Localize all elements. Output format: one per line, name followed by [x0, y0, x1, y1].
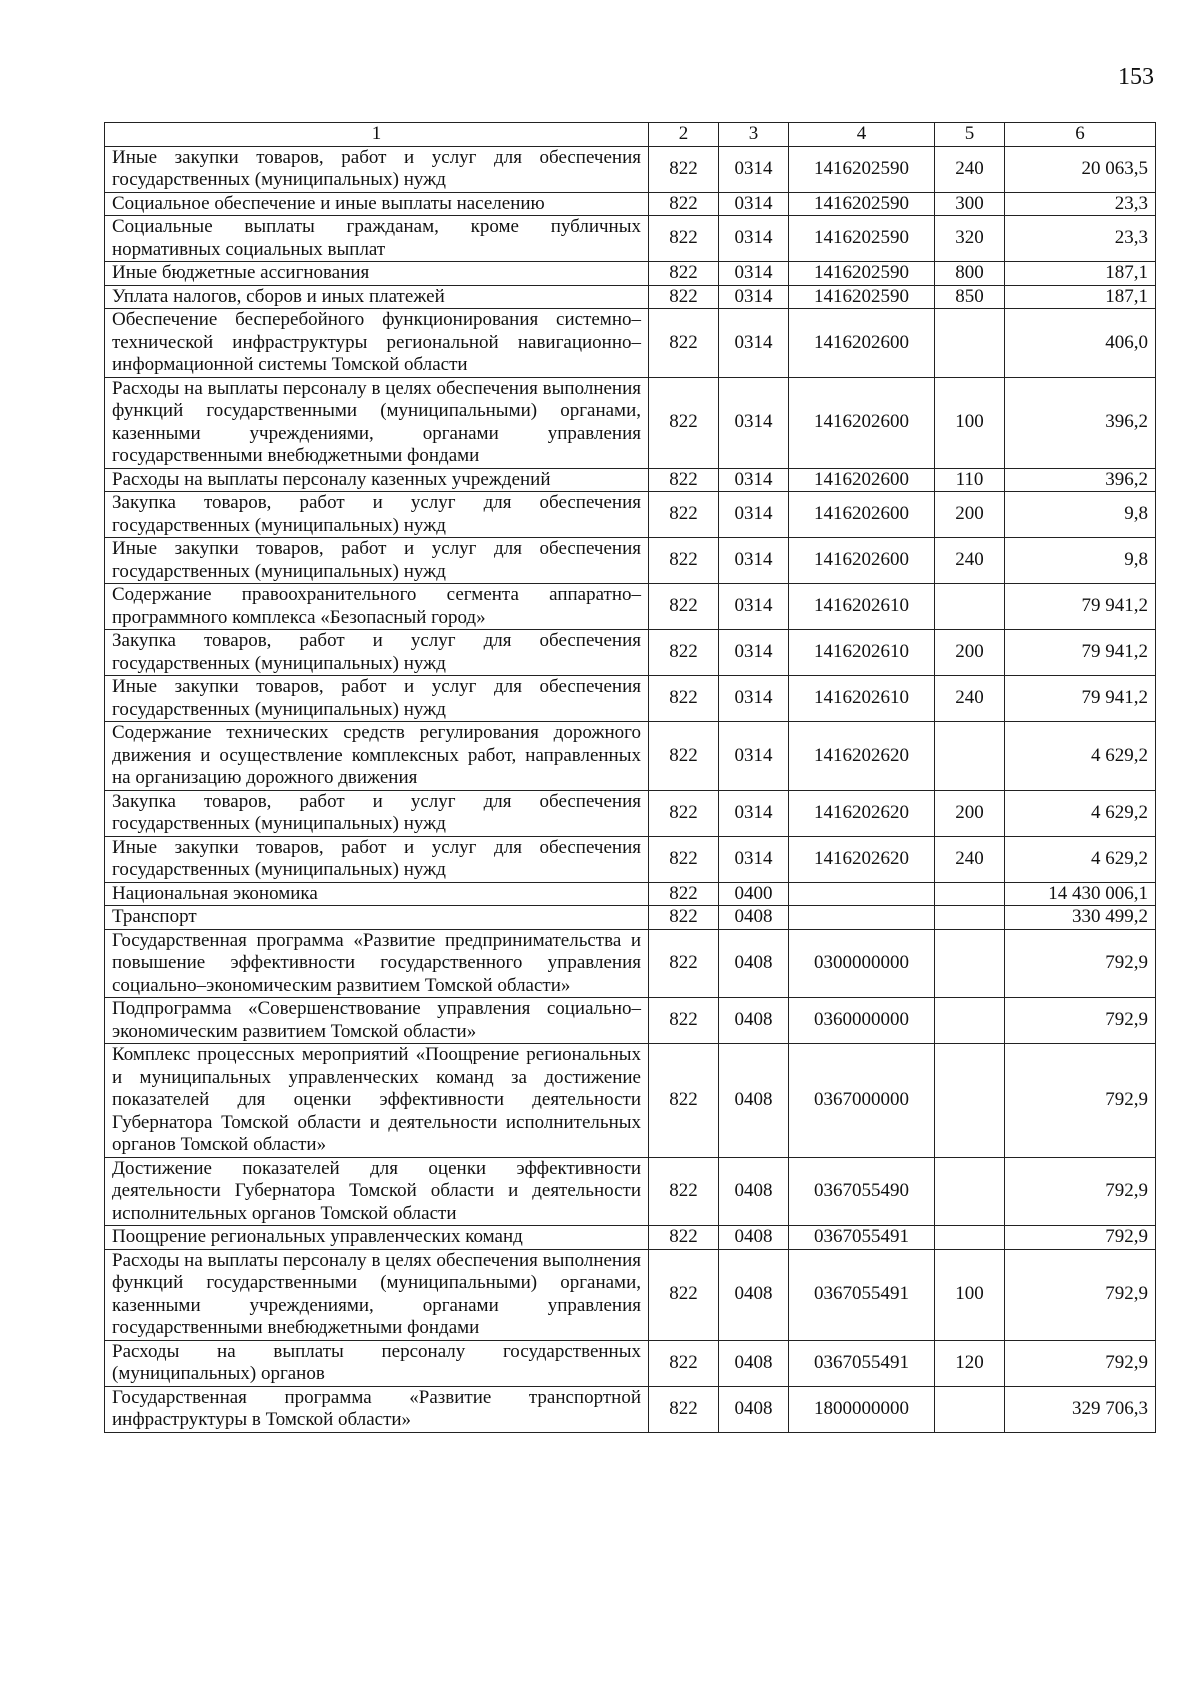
expense-kind-code-cell: 240 [935, 676, 1005, 722]
table-row [105, 676, 1156, 722]
table-row [105, 538, 1156, 584]
column-header-6: 6 [1005, 123, 1156, 147]
ministry-code-cell: 822 [649, 929, 719, 998]
amount-cell: 79 941,2 [1005, 584, 1156, 630]
ministry-code-cell: 822 [649, 836, 719, 882]
expense-kind-code-cell: 110 [935, 468, 1005, 492]
target-article-code-cell: 1800000000 [789, 1386, 935, 1432]
amount-cell: 79 941,2 [1005, 676, 1156, 722]
ministry-code-cell: 822 [649, 146, 719, 192]
item-name-cell: Обеспечение бесперебойного функционирования системно–технической инфраструктуры региональной навигационно–информационной системы Томской области [105, 309, 649, 378]
expense-kind-code-cell [935, 309, 1005, 378]
section-code-cell: 0408 [719, 1386, 789, 1432]
item-name-cell: Достижение показателей для оценки эффективности деятельности Губернатора Томской области и деятельности исполнительных органов Томской области [105, 1157, 649, 1226]
item-name-cell: Поощрение региональных управленческих команд [105, 1226, 649, 1250]
table-row [105, 309, 1156, 378]
item-name-cell: Содержание технических средств регулирования дорожного движения и осуществление комплексных работ, направленных на организацию дорожного движения [105, 722, 649, 791]
amount-cell: 792,9 [1005, 998, 1156, 1044]
section-code-cell: 0314 [719, 836, 789, 882]
expense-kind-code-cell [935, 722, 1005, 791]
target-article-code-cell: 1416202590 [789, 216, 935, 262]
amount-cell: 330 499,2 [1005, 906, 1156, 930]
amount-cell: 4 629,2 [1005, 836, 1156, 882]
amount-cell: 396,2 [1005, 377, 1156, 468]
expense-kind-code-cell: 320 [935, 216, 1005, 262]
page-number: 153 [1118, 64, 1154, 90]
ministry-code-cell: 822 [649, 882, 719, 906]
section-code-cell: 0314 [719, 722, 789, 791]
item-name-cell: Расходы на выплаты персоналу в целях обеспечения выполнения функций государственными (муниципальными) органами, казенными учреждениями, органами управления государственными внебюджетными фондами [105, 1249, 649, 1340]
item-name-cell: Транспорт [105, 906, 649, 930]
item-name-cell: Социальное обеспечение и иные выплаты населению [105, 192, 649, 216]
expense-kind-code-cell: 240 [935, 538, 1005, 584]
section-code-cell: 0408 [719, 1226, 789, 1250]
section-code-cell: 0314 [719, 790, 789, 836]
ministry-code-cell: 822 [649, 192, 719, 216]
target-article-code-cell: 1416202590 [789, 285, 935, 309]
target-article-code-cell: 0367055491 [789, 1340, 935, 1386]
table-row [105, 790, 1156, 836]
ministry-code-cell: 822 [649, 722, 719, 791]
section-code-cell: 0408 [719, 1340, 789, 1386]
amount-cell: 396,2 [1005, 468, 1156, 492]
target-article-code-cell: 1416202610 [789, 676, 935, 722]
amount-cell: 792,9 [1005, 1044, 1156, 1158]
amount-cell: 329 706,3 [1005, 1386, 1156, 1432]
ministry-code-cell: 822 [649, 377, 719, 468]
section-code-cell: 0314 [719, 285, 789, 309]
amount-cell: 9,8 [1005, 538, 1156, 584]
column-header-3: 3 [719, 123, 789, 147]
budget-table [104, 122, 1156, 1433]
target-article-code-cell: 1416202600 [789, 492, 935, 538]
item-name-cell: Иные закупки товаров, работ и услуг для обеспечения государственных (муниципальных) нужд [105, 538, 649, 584]
table-row [105, 722, 1156, 791]
table-row [105, 146, 1156, 192]
amount-cell: 792,9 [1005, 1340, 1156, 1386]
ministry-code-cell: 822 [649, 906, 719, 930]
amount-cell: 187,1 [1005, 285, 1156, 309]
ministry-code-cell: 822 [649, 998, 719, 1044]
item-name-cell: Социальные выплаты гражданам, кроме публичных нормативных социальных выплат [105, 216, 649, 262]
item-name-cell: Комплекс процессных мероприятий «Поощрение региональных и муниципальных управленческих команд за достижение показателей для оценки эффективности деятельности Губернатора Томской области и деятельности исполнительных органов Томской области» [105, 1044, 649, 1158]
table-row [105, 998, 1156, 1044]
item-name-cell: Иные закупки товаров, работ и услуг для обеспечения государственных (муниципальных) нужд [105, 676, 649, 722]
column-header-1: 1 [105, 123, 649, 147]
table-header [105, 123, 1156, 147]
table-row [105, 1157, 1156, 1226]
section-code-cell: 0408 [719, 998, 789, 1044]
target-article-code-cell: 1416202600 [789, 309, 935, 378]
column-header-2: 2 [649, 123, 719, 147]
item-name-cell: Расходы на выплаты персоналу в целях обеспечения выполнения функций государственными (муниципальными) органами, казенными учреждениями, органами управления государственными внебюджетными фондами [105, 377, 649, 468]
expense-kind-code-cell: 120 [935, 1340, 1005, 1386]
expense-kind-code-cell [935, 929, 1005, 998]
section-code-cell: 0314 [719, 146, 789, 192]
expense-kind-code-cell: 100 [935, 377, 1005, 468]
table-row [105, 584, 1156, 630]
section-code-cell: 0408 [719, 1157, 789, 1226]
ministry-code-cell: 822 [649, 468, 719, 492]
expense-kind-code-cell [935, 1386, 1005, 1432]
target-article-code-cell: 0367055491 [789, 1249, 935, 1340]
ministry-code-cell: 822 [649, 630, 719, 676]
section-code-cell: 0314 [719, 192, 789, 216]
section-code-cell: 0314 [719, 538, 789, 584]
amount-cell: 792,9 [1005, 1226, 1156, 1250]
target-article-code-cell: 1416202620 [789, 722, 935, 791]
table-row [105, 1249, 1156, 1340]
table-body [105, 146, 1156, 1432]
target-article-code-cell: 1416202600 [789, 538, 935, 584]
item-name-cell: Закупка товаров, работ и услуг для обеспечения государственных (муниципальных) нужд [105, 790, 649, 836]
table-row [105, 1226, 1156, 1250]
column-header-4: 4 [789, 123, 935, 147]
target-article-code-cell: 1416202600 [789, 377, 935, 468]
item-name-cell: Содержание правоохранительного сегмента аппаратно–программного комплекса «Безопасный город» [105, 584, 649, 630]
ministry-code-cell: 822 [649, 216, 719, 262]
section-code-cell: 0314 [719, 216, 789, 262]
column-header-5: 5 [935, 123, 1005, 147]
ministry-code-cell: 822 [649, 285, 719, 309]
table-row [105, 216, 1156, 262]
expense-kind-code-cell: 240 [935, 146, 1005, 192]
item-name-cell: Государственная программа «Развитие транспортной инфраструктуры в Томской области» [105, 1386, 649, 1432]
section-code-cell: 0408 [719, 1044, 789, 1158]
section-code-cell: 0314 [719, 676, 789, 722]
amount-cell: 79 941,2 [1005, 630, 1156, 676]
amount-cell: 20 063,5 [1005, 146, 1156, 192]
table-row [105, 1044, 1156, 1158]
section-code-cell: 0408 [719, 1249, 789, 1340]
target-article-code-cell: 0300000000 [789, 929, 935, 998]
target-article-code-cell: 0367055490 [789, 1157, 935, 1226]
amount-cell: 4 629,2 [1005, 722, 1156, 791]
table-row [105, 468, 1156, 492]
target-article-code-cell [789, 882, 935, 906]
target-article-code-cell: 1416202590 [789, 146, 935, 192]
target-article-code-cell [789, 906, 935, 930]
table-row [105, 1340, 1156, 1386]
expense-kind-code-cell [935, 1044, 1005, 1158]
table-row [105, 192, 1156, 216]
ministry-code-cell: 822 [649, 309, 719, 378]
ministry-code-cell: 822 [649, 538, 719, 584]
expense-kind-code-cell [935, 584, 1005, 630]
ministry-code-cell: 822 [649, 1044, 719, 1158]
item-name-cell: Закупка товаров, работ и услуг для обеспечения государственных (муниципальных) нужд [105, 630, 649, 676]
table-row [105, 377, 1156, 468]
amount-cell: 792,9 [1005, 929, 1156, 998]
header-row [105, 123, 1156, 147]
table-row [105, 906, 1156, 930]
item-name-cell: Государственная программа «Развитие предпринимательства и повышение эффективности государственного управления социально–экономическим развитием Томской области» [105, 929, 649, 998]
target-article-code-cell: 1416202590 [789, 262, 935, 286]
item-name-cell: Подпрограмма «Совершенствование управления социально–экономическим развитием Томской области» [105, 998, 649, 1044]
ministry-code-cell: 822 [649, 1386, 719, 1432]
item-name-cell: Расходы на выплаты персоналу государственных (муниципальных) органов [105, 1340, 649, 1386]
item-name-cell: Иные закупки товаров, работ и услуг для обеспечения государственных (муниципальных) нужд [105, 836, 649, 882]
ministry-code-cell: 822 [649, 262, 719, 286]
ministry-code-cell: 822 [649, 790, 719, 836]
expense-kind-code-cell: 800 [935, 262, 1005, 286]
expense-kind-code-cell: 240 [935, 836, 1005, 882]
expense-kind-code-cell: 200 [935, 790, 1005, 836]
item-name-cell: Иные бюджетные ассигнования [105, 262, 649, 286]
amount-cell: 23,3 [1005, 216, 1156, 262]
item-name-cell: Уплата налогов, сборов и иных платежей [105, 285, 649, 309]
table-row [105, 630, 1156, 676]
table-row [105, 882, 1156, 906]
target-article-code-cell: 1416202590 [789, 192, 935, 216]
expense-kind-code-cell: 100 [935, 1249, 1005, 1340]
expense-kind-code-cell [935, 882, 1005, 906]
expense-kind-code-cell [935, 998, 1005, 1044]
item-name-cell: Национальная экономика [105, 882, 649, 906]
table-row [105, 492, 1156, 538]
expense-kind-code-cell [935, 1226, 1005, 1250]
expense-kind-code-cell: 850 [935, 285, 1005, 309]
amount-cell: 406,0 [1005, 309, 1156, 378]
ministry-code-cell: 822 [649, 676, 719, 722]
section-code-cell: 0314 [719, 492, 789, 538]
table-row [105, 262, 1156, 286]
section-code-cell: 0408 [719, 906, 789, 930]
section-code-cell: 0314 [719, 630, 789, 676]
expense-kind-code-cell [935, 1157, 1005, 1226]
section-code-cell: 0314 [719, 468, 789, 492]
section-code-cell: 0314 [719, 377, 789, 468]
amount-cell: 4 629,2 [1005, 790, 1156, 836]
expense-kind-code-cell: 200 [935, 630, 1005, 676]
target-article-code-cell: 1416202610 [789, 630, 935, 676]
target-article-code-cell: 0367055491 [789, 1226, 935, 1250]
target-article-code-cell: 1416202620 [789, 836, 935, 882]
table-row [105, 836, 1156, 882]
amount-cell: 792,9 [1005, 1157, 1156, 1226]
expense-kind-code-cell: 200 [935, 492, 1005, 538]
table-row [105, 1386, 1156, 1432]
item-name-cell: Закупка товаров, работ и услуг для обеспечения государственных (муниципальных) нужд [105, 492, 649, 538]
ministry-code-cell: 822 [649, 492, 719, 538]
expense-kind-code-cell: 300 [935, 192, 1005, 216]
section-code-cell: 0314 [719, 584, 789, 630]
amount-cell: 23,3 [1005, 192, 1156, 216]
section-code-cell: 0408 [719, 929, 789, 998]
section-code-cell: 0314 [719, 309, 789, 378]
amount-cell: 187,1 [1005, 262, 1156, 286]
amount-cell: 9,8 [1005, 492, 1156, 538]
ministry-code-cell: 822 [649, 1340, 719, 1386]
item-name-cell: Расходы на выплаты персоналу казенных учреждений [105, 468, 649, 492]
section-code-cell: 0314 [719, 262, 789, 286]
ministry-code-cell: 822 [649, 584, 719, 630]
section-code-cell: 0400 [719, 882, 789, 906]
target-article-code-cell: 1416202600 [789, 468, 935, 492]
item-name-cell: Иные закупки товаров, работ и услуг для обеспечения государственных (муниципальных) нужд [105, 146, 649, 192]
table-row [105, 929, 1156, 998]
target-article-code-cell: 1416202620 [789, 790, 935, 836]
target-article-code-cell: 0360000000 [789, 998, 935, 1044]
expense-kind-code-cell [935, 906, 1005, 930]
target-article-code-cell: 1416202610 [789, 584, 935, 630]
table-row [105, 285, 1156, 309]
ministry-code-cell: 822 [649, 1249, 719, 1340]
amount-cell: 792,9 [1005, 1249, 1156, 1340]
target-article-code-cell: 0367000000 [789, 1044, 935, 1158]
ministry-code-cell: 822 [649, 1157, 719, 1226]
amount-cell: 14 430 006,1 [1005, 882, 1156, 906]
ministry-code-cell: 822 [649, 1226, 719, 1250]
